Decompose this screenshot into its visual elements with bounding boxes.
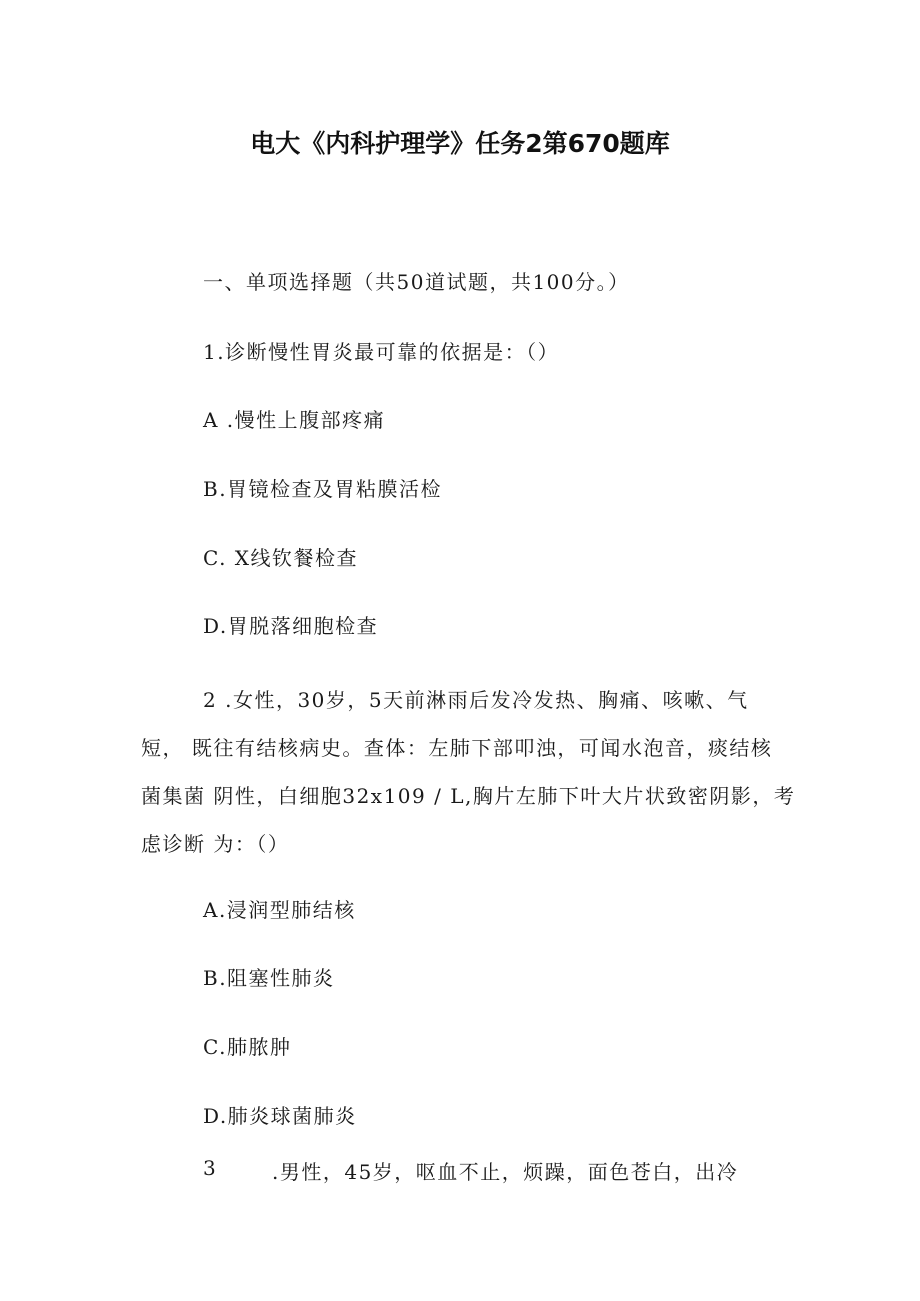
question-1-option-d: D.胃脱落细胞检查 xyxy=(203,614,379,638)
question-1-option-c: C. X线钦餐检查 xyxy=(203,546,359,570)
question-2-option-d: D.肺炎球菌肺炎 xyxy=(203,1104,357,1128)
document-title: 电大《内科护理学》任务2第670题库 xyxy=(250,129,670,158)
question-2-stem-line-2: 短， 既往有结核病史。查体：左肺下部叩浊，可闻水泡音，痰结核 xyxy=(141,736,773,760)
question-1-option-a: A .慢性上腹部疼痛 xyxy=(203,408,386,432)
question-3-number: 3 xyxy=(203,1156,218,1180)
question-2-stem-line-4: 虑诊断 为：（） xyxy=(141,832,290,856)
question-2-option-b: B.阻塞性肺炎 xyxy=(203,966,335,990)
question-2-stem-line-3: 菌集菌 阴性，白细胞32x109 / L,胸片左肺下叶大片状致密阴影，考 xyxy=(141,784,796,808)
question-2-option-c: C.肺脓肿 xyxy=(203,1035,292,1059)
question-1-stem: 1.诊断慢性胃炎最可靠的依据是：（） xyxy=(203,340,560,364)
question-1-option-b: B.胃镜检查及胃粘膜活检 xyxy=(203,477,443,501)
question-3-stem-start: .男性，45岁，呕血不止，烦躁，面色苍白，出冷 xyxy=(272,1160,739,1184)
question-2-stem xyxy=(141,676,796,868)
question-2-stem-line-1: 2 .女性，30岁，5天前淋雨后发冷发热、胸痛、咳嗽、气 xyxy=(203,688,749,712)
section-heading: 一、单项选择题（共50道试题，共100分。） xyxy=(203,270,630,294)
question-2-option-a: A.浸润型肺结核 xyxy=(203,898,356,922)
